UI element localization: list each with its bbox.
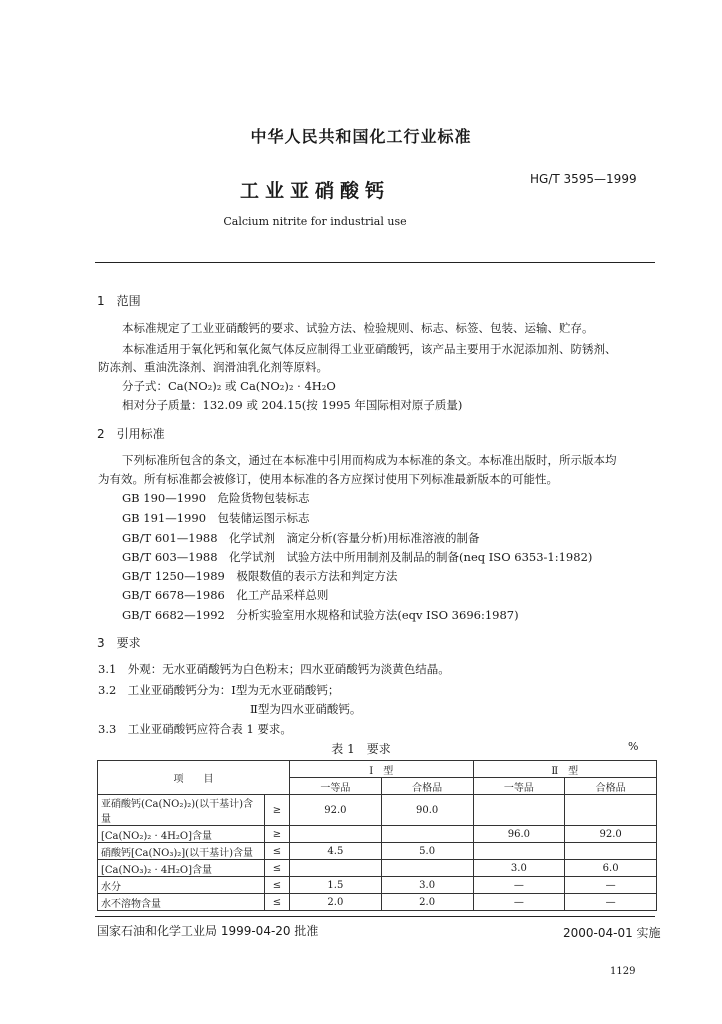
cell-value: 2.0 — [381, 894, 473, 911]
cell-value: — — [473, 894, 565, 911]
scope-paragraph-1: 本标准规定了工业亚硝酸钙的要求、试验方法、检验规则、标志、标签、包装、运输、贮存。 — [122, 321, 594, 335]
cell-value — [565, 795, 657, 826]
requirement-3-3: 3.3 工业亚硝酸钙应符合表 1 要求。 — [98, 722, 292, 736]
approval-note: 国家石油和化学工业局 1999-04-20 批准 — [97, 924, 319, 938]
cell-value — [565, 843, 657, 860]
table-row — [98, 826, 657, 843]
row-operator: ≤ — [265, 877, 290, 894]
table-row — [98, 877, 657, 894]
row-operator: ≥ — [265, 826, 290, 843]
row-label: 硝酸钙[Ca(NO₃)₂](以干基计)含量 — [98, 843, 265, 860]
section-heading-references: 2 引用标准 — [97, 427, 165, 441]
row-label: 水不溶物含量 — [98, 894, 265, 911]
requirement-3-1: 3.1 外观：无水亚硝酸钙为白色粉末；四水亚硝酸钙为淡黄色结晶。 — [98, 662, 450, 676]
table-caption: 表 1 要求 — [331, 742, 391, 756]
molecular-formula: 分子式：Ca(NO₂)₂ 或 Ca(NO₂)₂ · 4H₂O — [122, 379, 336, 393]
cell-value: 2.0 — [290, 894, 382, 911]
row-label: 亚硝酸钙(Ca(NO₂)₂)(以干基计)含量 — [98, 795, 265, 826]
table-row — [98, 843, 657, 860]
row-operator: ≤ — [265, 894, 290, 911]
cell-value — [290, 860, 382, 877]
document-title: 工业亚硝酸钙 — [239, 180, 390, 202]
reference-item: GB/T 603—1988 化学试剂 试验方法中所用制剂及制品的制备(neq ISO 6353-1:1982) — [122, 550, 593, 564]
column-header-type-1: Ⅰ 型 — [290, 761, 474, 778]
table-header-row — [98, 761, 657, 778]
cell-value: 1.5 — [290, 877, 382, 894]
row-label: [Ca(NO₂)₂ · 4H₂O]含量 — [98, 826, 265, 843]
cell-value: — — [565, 877, 657, 894]
cell-value — [381, 826, 473, 843]
section-heading-scope: 1 范围 — [97, 294, 141, 308]
references-paragraph-a: 下列标准所包含的条文，通过在本标准中引用而构成为本标准的条文。本标准出版时，所示版本均 — [122, 453, 617, 467]
references-paragraph-b: 为有效。所有标准都会被修订，使用本标准的各方应探讨使用下列标准最新版本的可能性。 — [98, 472, 558, 486]
row-label: 水分 — [98, 877, 265, 894]
molecular-mass: 相对分子质量：132.09 或 204.15(按 1995 年国际相对原子质量) — [122, 398, 463, 412]
scope-paragraph-2a: 本标准适用于氧化钙和氧化氮气体反应制得工业亚硝酸钙，该产品主要用于水泥添加剂、防锈剂、 — [122, 342, 617, 356]
reference-item: GB/T 601—1988 化学试剂 滴定分析(容量分析)用标准溶液的制备 — [122, 531, 480, 545]
table-row — [98, 860, 657, 877]
requirements-table — [97, 760, 657, 911]
reference-item: GB/T 1250—1989 极限数值的表示方法和判定方法 — [122, 569, 398, 583]
column-header-type-2: Ⅱ 型 — [473, 761, 657, 778]
effective-date: 2000-04-01 实施 — [563, 926, 661, 940]
cell-value — [381, 860, 473, 877]
table-row — [98, 894, 657, 911]
reference-item: GB/T 6682—1992 分析实验室用水规格和试验方法(eqv ISO 3696:1987) — [122, 608, 519, 622]
header-divider — [95, 262, 655, 263]
row-operator: ≥ — [265, 795, 290, 826]
cell-value: 3.0 — [473, 860, 565, 877]
cell-value: 92.0 — [565, 826, 657, 843]
grade-first: 一等品 — [290, 778, 382, 795]
reference-item: GB 190—1990 危险货物包装标志 — [122, 491, 310, 505]
row-operator: ≤ — [265, 843, 290, 860]
document-title-english: Calcium nitrite for industrial use — [223, 215, 407, 228]
cell-value: 5.0 — [381, 843, 473, 860]
cell-value: 90.0 — [381, 795, 473, 826]
section-heading-requirements: 3 要求 — [97, 636, 141, 650]
cell-value: — — [473, 877, 565, 894]
grade-qualified: 合格品 — [381, 778, 473, 795]
cell-value: — — [565, 894, 657, 911]
reference-item: GB 191—1990 包装储运图示标志 — [122, 511, 310, 525]
cell-value: 4.5 — [290, 843, 382, 860]
grade-first: 一等品 — [473, 778, 565, 795]
row-label: [Ca(NO₃)₂ · 4H₂O]含量 — [98, 860, 265, 877]
page-number: 1129 — [610, 966, 636, 977]
reference-item: GB/T 6678—1986 化工产品采样总则 — [122, 588, 329, 602]
row-operator: ≤ — [265, 860, 290, 877]
requirement-3-2b: Ⅱ型为四水亚硝酸钙。 — [250, 702, 362, 716]
scope-paragraph-2b: 防冻剂、重油洗涤剂、润滑油乳化剂等原料。 — [98, 360, 328, 374]
cell-value — [473, 795, 565, 826]
requirement-3-2a: 3.2 工业亚硝酸钙分为：Ⅰ型为无水亚硝酸钙； — [98, 683, 340, 697]
footer-divider — [95, 916, 655, 917]
standard-number: HG/T 3595—1999 — [530, 172, 637, 186]
column-header-item: 项 目 — [98, 761, 290, 795]
cell-value — [290, 826, 382, 843]
cell-value: 6.0 — [565, 860, 657, 877]
cell-value — [473, 843, 565, 860]
cell-value: 96.0 — [473, 826, 565, 843]
grade-qualified: 合格品 — [565, 778, 657, 795]
table-row — [98, 795, 657, 826]
cell-value: 92.0 — [290, 795, 382, 826]
org-title: 中华人民共和国化工行业标准 — [250, 127, 472, 146]
table-unit: % — [628, 740, 639, 753]
cell-value: 3.0 — [381, 877, 473, 894]
